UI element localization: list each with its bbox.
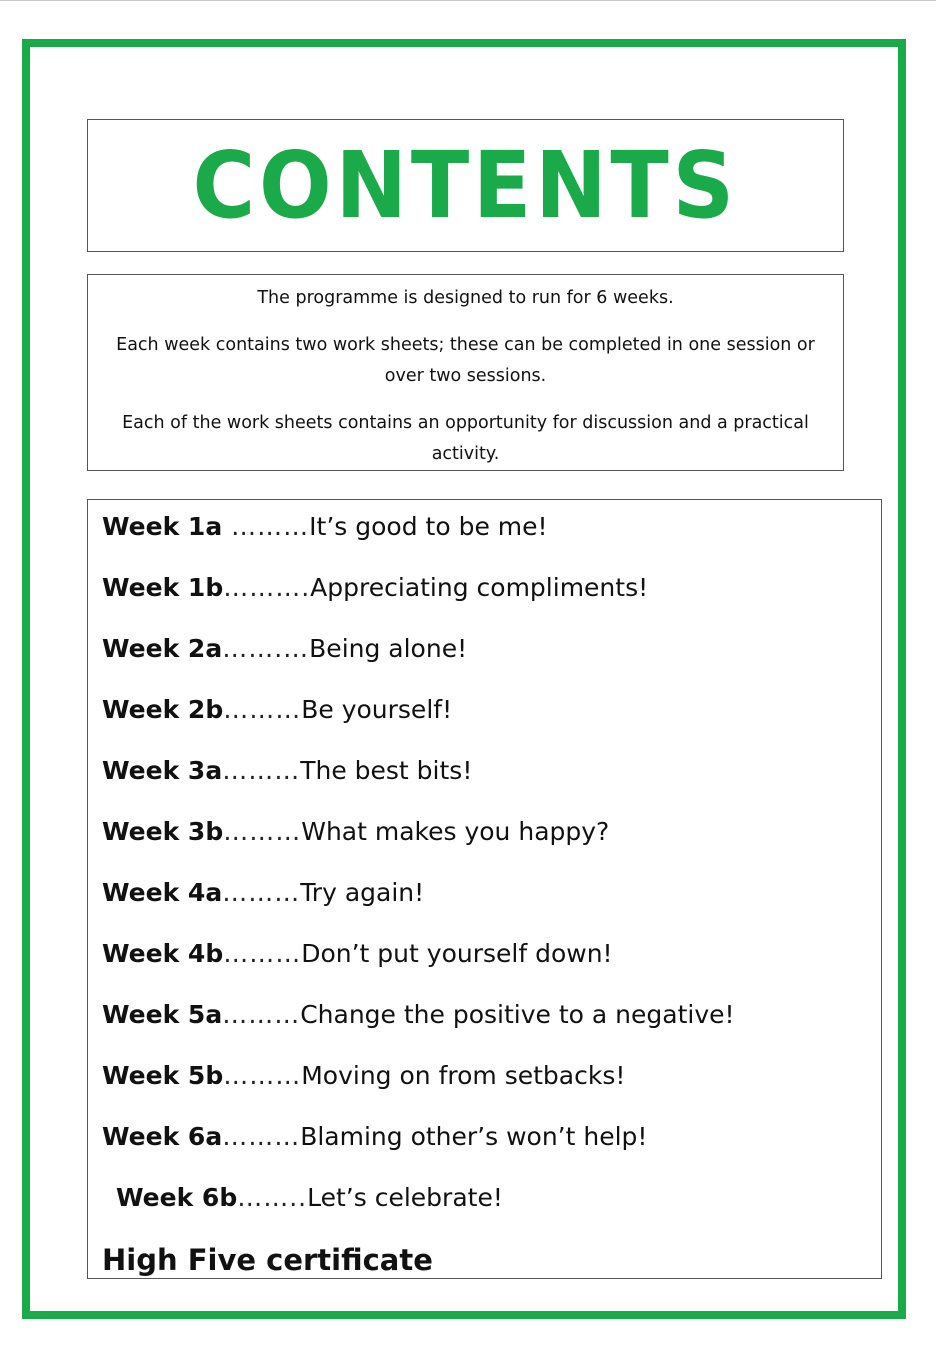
toc-week-label: Week 3b <box>102 817 224 846</box>
toc-entry-certificate: High Five certificate <box>102 1243 433 1277</box>
toc-entry-title: Appreciating compliments! <box>310 573 649 602</box>
toc-leader-dots: ……… <box>222 1122 301 1151</box>
toc-entry-week-5a <box>102 995 735 1035</box>
toc-week-label: Week 4b <box>102 939 224 968</box>
toc-entry-title: Try again! <box>300 878 425 907</box>
toc-entry-week-3b <box>102 812 609 852</box>
toc-entry-week-6b <box>116 1178 503 1218</box>
toc-week-label: Week 2b <box>102 695 224 724</box>
toc-entry-title: Be yourself! <box>301 695 453 724</box>
title-box <box>87 119 844 252</box>
toc-entry-week-3a <box>102 751 472 791</box>
toc-entry-title: Blaming other’s won’t help! <box>300 1122 648 1151</box>
toc-week-label: Week 1b <box>102 573 224 602</box>
toc-week-label: Week 4a <box>102 878 223 907</box>
toc-leader-dots: ……… <box>223 1061 302 1090</box>
toc-entry-title: What makes you happy? <box>301 817 610 846</box>
toc-entry-week-1a <box>102 507 548 547</box>
toc-leader-dots: ……… <box>223 939 302 968</box>
page-title: CONTENTS <box>192 131 739 239</box>
toc-leader-dots: ……… <box>222 756 301 785</box>
toc-entry-week-4a <box>102 873 424 913</box>
toc-week-label: Week 6a <box>102 1122 223 1151</box>
toc-leader-dots: ………. <box>223 573 311 602</box>
toc-week-label: Week 5a <box>102 1000 223 1029</box>
intro-paragraph: Each of the work sheets contains an opportunity for discussion and a practical activity. <box>122 413 809 464</box>
toc-week-label: Week 2a <box>102 634 223 663</box>
toc-leader-dots: …….… <box>222 634 310 663</box>
toc-entry-title: Let’s celebrate! <box>307 1183 503 1212</box>
intro-box <box>87 274 844 471</box>
intro-paragraph: Each week contains two work sheets; these can be completed in one session or over two sessions. <box>116 335 815 386</box>
toc-leader-dots: ……… <box>222 878 301 907</box>
toc-entry-title: Don’t put yourself down! <box>301 939 613 968</box>
toc-leader-dots: ……… <box>222 1000 301 1029</box>
toc-entry-title: The best bits! <box>300 756 473 785</box>
toc-entry-week-5b <box>102 1056 625 1096</box>
toc-leader-dots: ……… <box>222 512 310 541</box>
toc-leader-dots: …….. <box>237 1183 308 1212</box>
toc-entry-week-2b <box>102 690 452 730</box>
toc-entry-title: Change the positive to a negative! <box>300 1000 735 1029</box>
toc-entry-week-2a <box>102 629 467 669</box>
toc-week-label: Week 6b <box>116 1183 238 1212</box>
toc-entry-week-6a <box>102 1117 647 1157</box>
toc-entry-title: Being alone! <box>309 634 468 663</box>
toc-entry-title: It’s good to be me! <box>309 512 548 541</box>
top-divider <box>0 0 936 1</box>
table-of-contents <box>87 499 882 1279</box>
intro-paragraph: The programme is designed to run for 6 weeks. <box>257 288 674 308</box>
toc-leader-dots: ……… <box>223 817 302 846</box>
toc-entry-title: Moving on from setbacks! <box>301 1061 626 1090</box>
toc-entry-week-1b <box>102 568 648 608</box>
toc-entry-week-4b <box>102 934 613 974</box>
toc-leader-dots: ……… <box>223 695 302 724</box>
toc-week-label: Week 5b <box>102 1061 224 1090</box>
toc-week-label: Week 1a <box>102 512 223 541</box>
toc-week-label: Week 3a <box>102 756 223 785</box>
